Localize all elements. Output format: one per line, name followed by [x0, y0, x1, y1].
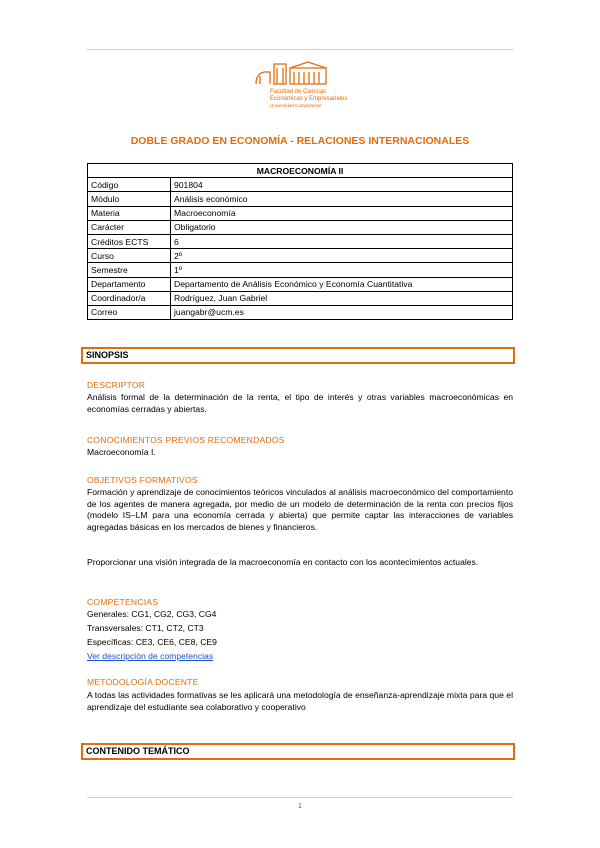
- previous-knowledge-label: CONOCIMIENTOS PREVIOS RECOMENDADOS: [87, 435, 285, 445]
- row-key: Curso: [88, 249, 171, 263]
- footer-rule: [87, 797, 513, 798]
- table-row: [88, 277, 513, 291]
- descriptor-text: Análisis formal de la determinación de la renta, el tipo de interés y otras variables macroeconómicas en economías cerradas y abiertas.: [87, 392, 513, 414]
- table-row: [88, 305, 513, 319]
- objectives-label: OBJETIVOS FORMATIVOS: [87, 475, 198, 485]
- table-row: [88, 291, 513, 305]
- row-key: Carácter: [88, 220, 171, 234]
- row-value: Obligatorio: [171, 220, 513, 234]
- table-row: [88, 263, 513, 277]
- header-rule: [87, 49, 513, 50]
- row-key: Créditos ECTS: [88, 234, 171, 248]
- competencies-generales: Generales: CG1, CG2, CG3, CG4: [87, 609, 217, 619]
- course-name: MACROECONOMÍA II: [88, 164, 513, 178]
- objectives-paragraph-1: Formación y aprendizaje de conocimientos teóricos vinculados al análisis macroeconómico del comportamiento de los agentes de manera agregada, por medio de un modelo de determinación de la renta con precios fijos (modelo IS–LM para una economía cerrada y abierta) que permite captar las interacciones de variables agregadas básicas en los mercados de bienes y financieros.: [87, 487, 513, 532]
- methodology-text: A todas las actividades formativas se les aplicará una metodología de enseñanza-aprendizaje mixta para que el aprendizaje del estudiante sea colaborativo y cooperativo: [87, 690, 513, 712]
- document-title: DOBLE GRADO EN ECONOMÍA - RELACIONES INTERNACIONALES: [130, 135, 470, 147]
- svg-text:Económicas y Empresariales: Económicas y Empresariales: [270, 96, 348, 102]
- row-value: Análisis económico: [171, 192, 513, 206]
- row-value: 901804: [171, 178, 513, 192]
- competencies-especificas: Específicas: CE3, CE6, CE8, CE9: [87, 637, 217, 647]
- objectives-paragraph-2: Proporcionar una visión integrada de la macroeconomía en contacto con los acontecimientos actuales.: [87, 557, 479, 567]
- row-key: Código: [88, 178, 171, 192]
- contenido-heading: CONTENIDO TEMÁTICO: [81, 743, 515, 760]
- row-value: 2º: [171, 249, 513, 263]
- competencies-transversales: Transversales: CT1, CT2, CT3: [87, 623, 204, 633]
- table-row: [88, 206, 513, 220]
- svg-text:Universidad Complutense: Universidad Complutense: [270, 103, 322, 108]
- descriptor-label: DESCRIPTOR: [87, 380, 146, 390]
- page-number: 1: [298, 803, 302, 810]
- methodology-label: METODOLOGÍA DOCENTE: [87, 677, 199, 687]
- course-info-table: [87, 163, 513, 320]
- row-key: Materia: [88, 206, 171, 220]
- table-row: [88, 249, 513, 263]
- row-value: Rodríguez, Juan Gabriel: [171, 291, 513, 305]
- competencies-description-link[interactable]: Ver descripción de competencias: [87, 651, 214, 661]
- row-value: juangabr@ucm.es: [171, 305, 513, 319]
- table-row: [88, 234, 513, 248]
- faculty-logo: [250, 58, 350, 110]
- table-row: [88, 192, 513, 206]
- row-value: Macroeconomía: [171, 206, 513, 220]
- previous-knowledge-text: Macroeconomía I.: [87, 447, 156, 457]
- row-key: Coordinador/a: [88, 291, 171, 305]
- row-key: Módulo: [88, 192, 171, 206]
- row-value: 6: [171, 234, 513, 248]
- sinopsis-heading: SINOPSIS: [81, 347, 515, 364]
- row-value: Departamento de Análisis Económico y Economía Cuantitativa: [171, 277, 513, 291]
- row-value: 1º: [171, 263, 513, 277]
- svg-text:Facultad de Ciencias: Facultad de Ciencias: [270, 89, 327, 95]
- row-key: Correo: [88, 305, 171, 319]
- table-row: [88, 220, 513, 234]
- row-key: Semestre: [88, 263, 171, 277]
- competencies-label: COMPETENCIAS: [87, 597, 159, 607]
- table-row: [88, 178, 513, 192]
- row-key: Departamento: [88, 277, 171, 291]
